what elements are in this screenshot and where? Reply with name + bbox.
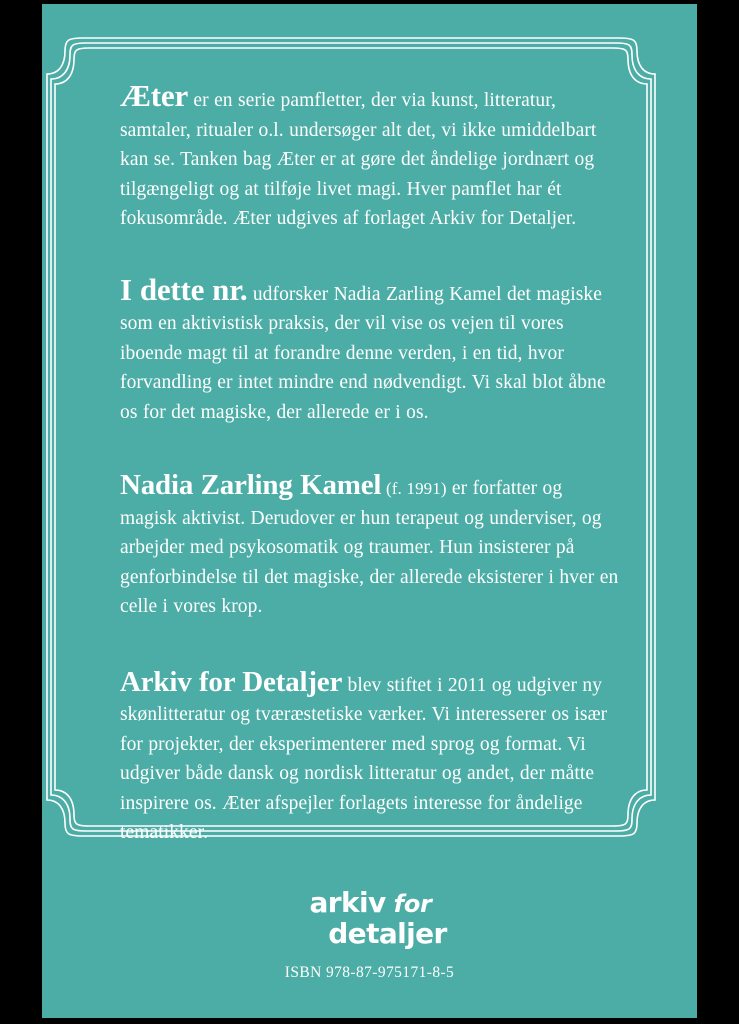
paragraph-author bbox=[120, 471, 622, 622]
author-birth-year: (f. 1991) bbox=[381, 479, 447, 498]
paragraph-issue bbox=[120, 271, 622, 428]
logo-word-detaljer: detaljer bbox=[328, 917, 447, 950]
lead-in-aeter: Æter bbox=[120, 78, 189, 113]
publisher-logo-block bbox=[42, 888, 697, 982]
body-aeter: er en serie pamfletter, der via kunst, litteratur, samtaler, ritualer o.l. undersøger alt det, vi ikke umiddelbart kan se. Tanken bag Æter er at gøre det åndelige jordnært og tilgængeligt og at tilføje livet magi. Hver pamflet har ét fokusområde. Æter udgives af forlaget Arkiv for Detaljer. bbox=[120, 90, 597, 229]
lead-in-author: Nadia Zarling Kamel bbox=[120, 469, 382, 501]
cover-text-content bbox=[120, 80, 622, 848]
lead-in-publisher: Arkiv for Detaljer bbox=[120, 665, 343, 698]
paragraph-publisher bbox=[120, 665, 622, 848]
body-publisher: blev stiftet i 2011 og udgiver ny skønlitteratur og tværæstetiske værker. Vi interesserer os især for projekter, der eksperimenterer med sprog og format. Vi udgiver både dansk og nordisk litteratur og andet, der måtte inspirere os. Æter afspejler forlagets interesse for åndelige tematikker. bbox=[120, 674, 608, 843]
publisher-logo bbox=[42, 888, 697, 949]
book-back-cover bbox=[42, 4, 697, 1018]
paragraph-aeter bbox=[120, 80, 622, 234]
logo-word-arkiv: arkiv bbox=[309, 886, 386, 919]
isbn-text: ISBN 978-87-975171-8-5 bbox=[284, 964, 455, 981]
logo-line-one bbox=[42, 888, 697, 919]
body-author: er forfatter og magisk aktivist. Derudover er hun terapeut og underviser, og arbejder med psykosomatik og traumer. Hun insisterer på genforbindelse til det magiske, der allerede eksisterer i hver en celle i vores krop. bbox=[120, 478, 619, 617]
logo-line-two bbox=[42, 919, 697, 949]
section-author bbox=[120, 471, 622, 622]
section-publisher bbox=[120, 665, 622, 848]
body-issue: udforsker Nadia Zarling Kamel det magiske som en aktivistisk praksis, der vil vise os vejen til vores iboende magt til at forandre denne verden, i en tid, hvor forvandling er intet mindre end nødvendigt. Vi skal blot åbne os for det magiske, der allerede er i os. bbox=[120, 283, 606, 423]
section-aeter bbox=[120, 80, 622, 234]
logo-word-for: for bbox=[385, 890, 432, 918]
section-issue bbox=[120, 271, 622, 428]
lead-in-issue: I dette nr. bbox=[120, 271, 248, 307]
